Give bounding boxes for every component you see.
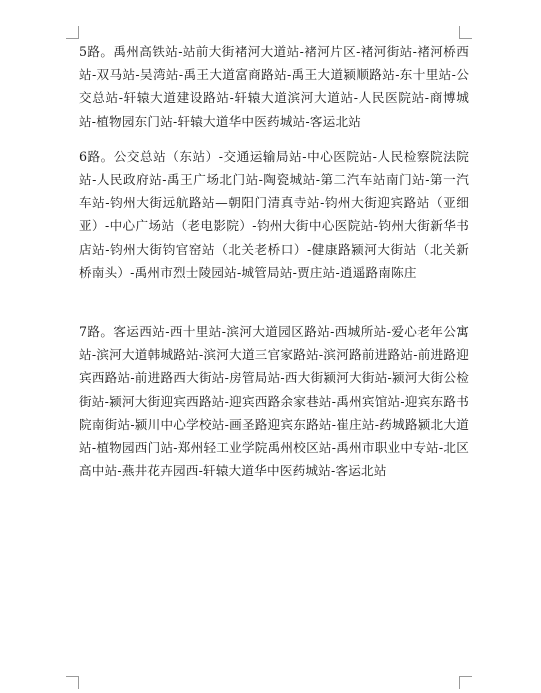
page-corner-mark-bottom-left (66, 676, 79, 689)
route-6-paragraph: 6路。公交总站（东站）-交通运输局站-中心医院站-人民检察院法院站-人民政府站-禹王广场北门站-陶瓷城站-第二汽车站南门站-第一汽车站-钧州大街远航路站—朝阳门清真寺站-钧州大街迎宾路站（亚细亚）-中心广场站（老电影院）-钧州大街中心医院站-钧州大街新华书店站-钧州大街钧官窑站（北关老桥口）-健康路颍河大街站（北关新桥南头）-禹州市烈士陵园站-城管局站-贾庄站-逍遥路南陈庄 (79, 148, 469, 280)
empty-line (79, 284, 469, 320)
page-corner-mark-bottom-right (459, 676, 472, 689)
document-body (79, 40, 469, 482)
route-7-paragraph: 7路。客运西站-西十里站-滨河大道园区路站-西城所站-爱心老年公寓站-滨河大道韩城路站-滨河大道三官家路站-滨河路前进路站-前进路迎宾西路站-前进路西大街站-房管局站-西大街颍河大街站-颍河大街公检街站-颍河大街迎宾西路站-迎宾西路余家巷站-禹州宾馆站-迎宾东路书院南街站-颍川中心学校站-画圣路迎宾东路站-崔庄站-药城路颍北大道站-植物园西门站-郑州轻工业学院禹州校区站-禹州市职业中专站-北区高中站-燕井花卉园西-轩辕大道华中医药城站-客运北站 (79, 324, 469, 479)
page-corner-mark-top-right (459, 26, 472, 39)
page-corner-mark-top-left (66, 26, 79, 39)
route-5-paragraph: 5路。禹州高铁站-站前大街褚河大道站-褚河片区-褚河街站-褚河桥西站-双马站-吴湾站-禹王大道富商路站-禹王大道颍顺路站-东十里站-公交总站-轩辕大道建设路站-轩辕大道滨河大道站-人民医院站-商博城站-植物园东门站-轩辕大道华中医药城站-客运北站 (79, 44, 469, 129)
